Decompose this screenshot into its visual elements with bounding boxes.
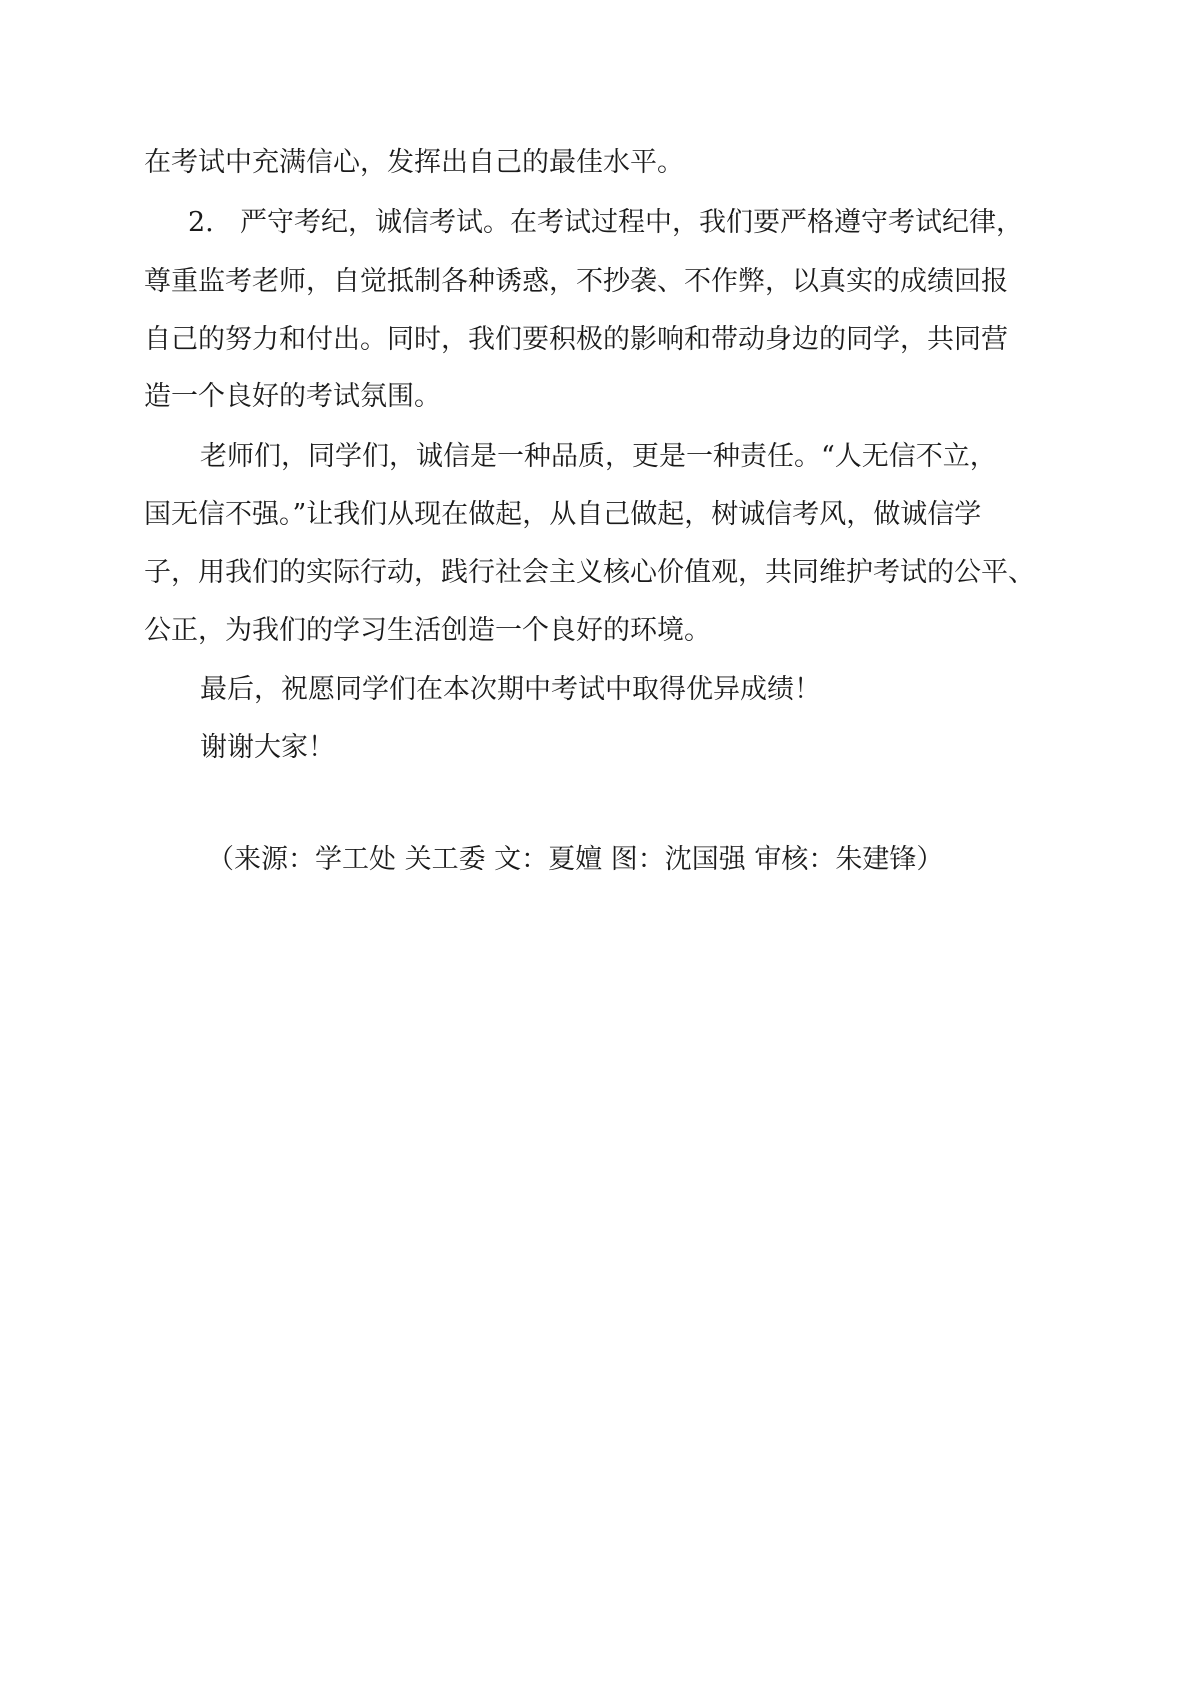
paragraph-3-line-2: 国无信不强。”让我们从现在做起，从自己做起，树诚信考风，做诚信学 [144, 499, 982, 530]
list-number: 2. [188, 207, 214, 238]
paragraph-3-line-4: 公正，为我们的学习生活创造一个良好的环境。 [144, 615, 711, 646]
paragraph-2-line-1 [188, 203, 1023, 243]
paragraph-2-line-1-text: 严守考纪，诚信考试。在考试过程中，我们要严格遵守考试纪律， [240, 207, 1023, 238]
paragraph-5-line-1: 谢谢大家！ [200, 732, 335, 763]
paragraph-4-line-1: 最后，祝愿同学们在本次期中考试中取得优异成绩！ [200, 674, 821, 705]
paragraph-2-line-2: 尊重监考老师，自觉抵制各种诱惑，不抄袭、不作弊，以真实的成绩回报 [144, 266, 1008, 297]
source-credit-line: （来源：学工处 关工委 文：夏嬗 图：沈国强 审核：朱建锋） [207, 844, 944, 875]
paragraph-3-line-1: 老师们，同学们，诚信是一种品质，更是一种责任。“人无信不立， [200, 441, 997, 472]
paragraph-2-line-4: 造一个良好的考试氛围。 [144, 381, 441, 412]
paragraph-2-line-3: 自己的努力和付出。同时，我们要积极的影响和带动身边的同学，共同营 [144, 324, 1008, 355]
paragraph-1-line-1: 在考试中充满信心，发挥出自己的最佳水平。 [144, 147, 684, 178]
paragraph-3-line-3: 子，用我们的实际行动，践行社会主义核心价值观，共同维护考试的公平、 [144, 557, 1035, 588]
